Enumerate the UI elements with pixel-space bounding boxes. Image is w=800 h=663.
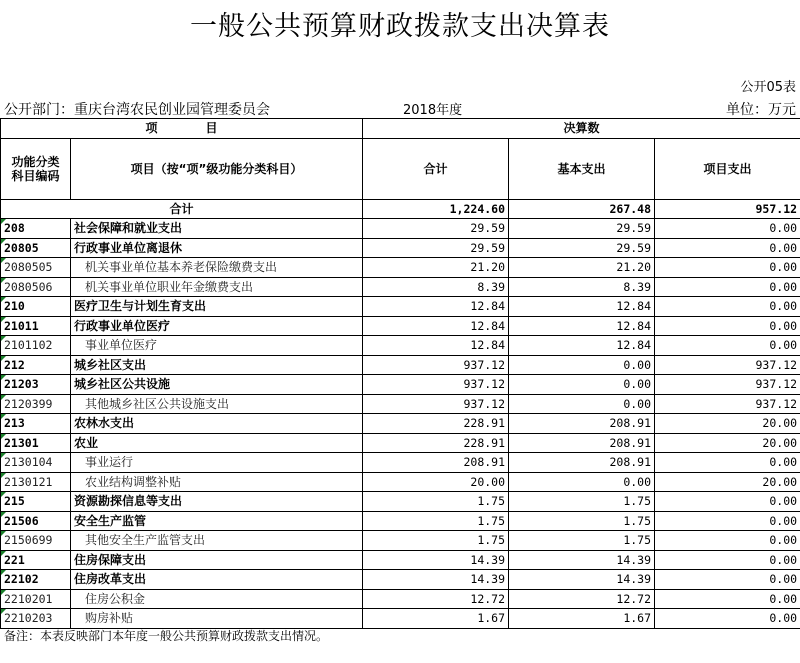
name-cell: 机关事业单位基本养老保险缴费支出	[71, 258, 363, 278]
basic-cell: 8.39	[509, 277, 655, 297]
basic-cell: 1.75	[509, 531, 655, 551]
code-cell: 212	[1, 355, 71, 375]
code-cell: 2080506	[1, 277, 71, 297]
table-row	[1, 375, 800, 395]
code-cell: 21506	[1, 511, 71, 531]
total-cell: 937.12	[363, 375, 509, 395]
name-cell: 住房公积金	[71, 589, 363, 609]
table-row	[1, 453, 800, 473]
name-cell: 城乡社区公共设施	[71, 375, 363, 395]
total-cell: 8.39	[363, 277, 509, 297]
table-row	[1, 355, 800, 375]
expenditure-table	[0, 118, 800, 629]
expenditure-table-wrap	[0, 118, 800, 629]
header-basic: 基本支出	[509, 138, 655, 199]
project-cell: 0.00	[655, 336, 800, 356]
name-cell: 购房补贴	[71, 609, 363, 629]
name-cell: 其他城乡社区公共设施支出	[71, 394, 363, 414]
code-cell: 21203	[1, 375, 71, 395]
name-cell: 安全生产监管	[71, 511, 363, 531]
code-cell: 2130104	[1, 453, 71, 473]
basic-cell: 1.75	[509, 492, 655, 512]
project-cell: 0.00	[655, 492, 800, 512]
name-cell: 住房改革支出	[71, 570, 363, 590]
project-cell: 937.12	[655, 394, 800, 414]
project-cell: 937.12	[655, 355, 800, 375]
name-cell: 农林水支出	[71, 414, 363, 434]
table-row	[1, 550, 800, 570]
basic-cell: 208.91	[509, 453, 655, 473]
total-cell: 1.75	[363, 511, 509, 531]
basic-cell: 12.84	[509, 316, 655, 336]
page-title: 一般公共预算财政拨款支出决算表	[190, 11, 610, 42]
basic-cell: 0.00	[509, 355, 655, 375]
table-row	[1, 238, 800, 258]
project-cell: 0.00	[655, 511, 800, 531]
table-row	[1, 531, 800, 551]
total-label: 合计	[1, 199, 363, 219]
project-cell: 0.00	[655, 589, 800, 609]
header-name: 项目（按“项”级功能分类科目）	[71, 138, 363, 199]
code-cell: 208	[1, 219, 71, 239]
table-row	[1, 316, 800, 336]
basic-cell: 12.84	[509, 336, 655, 356]
department-label: 公开部门：重庆台湾农民创业园管理委员会	[4, 102, 270, 118]
basic-cell: 208.91	[509, 414, 655, 434]
project-cell: 0.00	[655, 531, 800, 551]
code-cell: 215	[1, 492, 71, 512]
table-row	[1, 511, 800, 531]
total-cell: 937.12	[363, 394, 509, 414]
table-row	[1, 570, 800, 590]
basic-cell: 14.39	[509, 550, 655, 570]
basic-cell: 267.48	[509, 199, 655, 219]
table-row	[1, 414, 800, 434]
total-cell: 12.84	[363, 336, 509, 356]
total-cell: 1.67	[363, 609, 509, 629]
project-cell: 0.00	[655, 277, 800, 297]
name-cell: 医疗卫生与计划生育支出	[71, 297, 363, 317]
basic-cell: 1.75	[509, 511, 655, 531]
code-cell: 2210203	[1, 609, 71, 629]
code-cell: 21301	[1, 433, 71, 453]
total-cell: 1,224.60	[363, 199, 509, 219]
code-cell: 221	[1, 550, 71, 570]
basic-cell: 208.91	[509, 433, 655, 453]
table-row	[1, 297, 800, 317]
table-row	[1, 258, 800, 278]
code-cell: 22102	[1, 570, 71, 590]
name-cell: 资源勘探信息等支出	[71, 492, 363, 512]
basic-cell: 14.39	[509, 570, 655, 590]
header-project: 项目支出	[655, 138, 800, 199]
project-cell: 20.00	[655, 472, 800, 492]
form-number: 公开05表	[740, 80, 796, 95]
code-cell: 20805	[1, 238, 71, 258]
project-cell: 957.12	[655, 199, 800, 219]
basic-cell: 0.00	[509, 394, 655, 414]
unit-label: 单位：万元	[726, 102, 796, 118]
header-code: 功能分类 科目编码	[1, 138, 71, 199]
basic-cell: 0.00	[509, 375, 655, 395]
total-cell: 14.39	[363, 570, 509, 590]
name-cell: 农业	[71, 433, 363, 453]
table-row	[1, 219, 800, 239]
table-row	[1, 277, 800, 297]
total-cell: 12.84	[363, 297, 509, 317]
table-row	[1, 336, 800, 356]
project-cell: 0.00	[655, 258, 800, 278]
total-cell: 12.84	[363, 316, 509, 336]
name-cell: 行政事业单位医疗	[71, 316, 363, 336]
basic-cell: 1.67	[509, 609, 655, 629]
total-cell: 937.12	[363, 355, 509, 375]
total-cell: 14.39	[363, 550, 509, 570]
name-cell: 其他安全生产监管支出	[71, 531, 363, 551]
total-cell: 208.91	[363, 453, 509, 473]
header-item: 项 目	[1, 119, 363, 139]
header-row-1	[1, 119, 800, 139]
basic-cell: 12.72	[509, 589, 655, 609]
project-cell: 0.00	[655, 570, 800, 590]
project-cell: 20.00	[655, 433, 800, 453]
name-cell: 农业结构调整补贴	[71, 472, 363, 492]
code-cell: 2150699	[1, 531, 71, 551]
project-cell: 0.00	[655, 609, 800, 629]
table-row	[1, 472, 800, 492]
table-row	[1, 394, 800, 414]
code-cell: 21011	[1, 316, 71, 336]
table-row	[1, 433, 800, 453]
header-final: 决算数	[363, 119, 800, 139]
project-cell: 0.00	[655, 316, 800, 336]
table-row	[1, 609, 800, 629]
project-cell: 937.12	[655, 375, 800, 395]
name-cell: 机关事业单位职业年金缴费支出	[71, 277, 363, 297]
footnote: 备注：本表反映部门本年度一般公共预算财政拨款支出情况。	[4, 629, 329, 643]
basic-cell: 12.84	[509, 297, 655, 317]
total-cell: 228.91	[363, 433, 509, 453]
code-cell: 2080505	[1, 258, 71, 278]
code-cell: 2120399	[1, 394, 71, 414]
total-row	[1, 199, 800, 219]
total-cell: 21.20	[363, 258, 509, 278]
table-row	[1, 589, 800, 609]
code-cell: 210	[1, 297, 71, 317]
project-cell: 20.00	[655, 414, 800, 434]
header-row-2	[1, 138, 800, 199]
basic-cell: 29.59	[509, 219, 655, 239]
name-cell: 事业运行	[71, 453, 363, 473]
basic-cell: 21.20	[509, 258, 655, 278]
total-cell: 228.91	[363, 414, 509, 434]
project-cell: 0.00	[655, 453, 800, 473]
basic-cell: 29.59	[509, 238, 655, 258]
total-cell: 1.75	[363, 492, 509, 512]
basic-cell: 0.00	[509, 472, 655, 492]
project-cell: 0.00	[655, 238, 800, 258]
name-cell: 事业单位医疗	[71, 336, 363, 356]
total-cell: 20.00	[363, 472, 509, 492]
name-cell: 住房保障支出	[71, 550, 363, 570]
name-cell: 城乡社区支出	[71, 355, 363, 375]
code-cell: 213	[1, 414, 71, 434]
fiscal-year: 2018年度	[403, 103, 463, 118]
header-total: 合计	[363, 138, 509, 199]
name-cell: 社会保障和就业支出	[71, 219, 363, 239]
code-cell: 2210201	[1, 589, 71, 609]
project-cell: 0.00	[655, 297, 800, 317]
project-cell: 0.00	[655, 219, 800, 239]
table-row	[1, 492, 800, 512]
total-cell: 1.75	[363, 531, 509, 551]
code-cell: 2101102	[1, 336, 71, 356]
project-cell: 0.00	[655, 550, 800, 570]
name-cell: 行政事业单位离退休	[71, 238, 363, 258]
total-cell: 29.59	[363, 219, 509, 239]
total-cell: 29.59	[363, 238, 509, 258]
total-cell: 12.72	[363, 589, 509, 609]
code-cell: 2130121	[1, 472, 71, 492]
